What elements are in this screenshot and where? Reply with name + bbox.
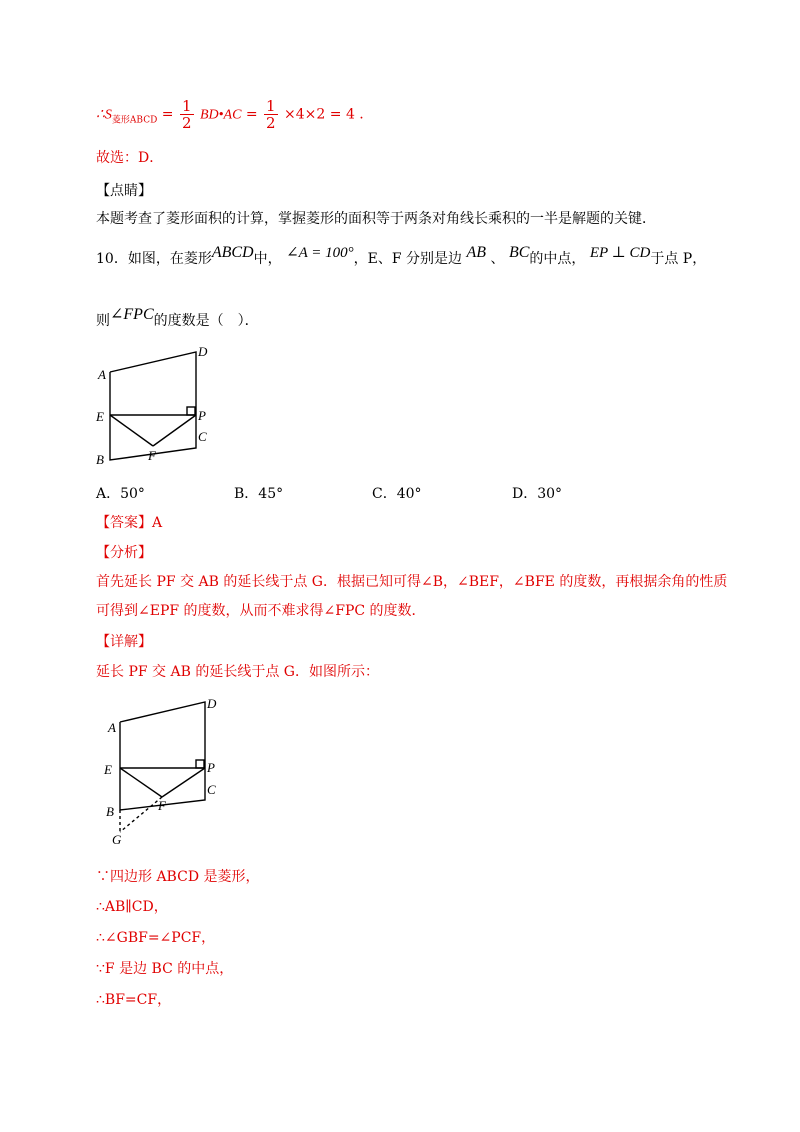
angle-a-math: ∠A = 100° — [286, 245, 354, 261]
formula-result: ×4×2 = 4 . — [284, 106, 364, 123]
area-formula — [96, 98, 364, 131]
label2-f: F — [158, 798, 166, 813]
segment-fp-2 — [162, 768, 205, 797]
label-e: E — [96, 409, 104, 424]
rhombus-outline — [110, 352, 196, 460]
equals-sign-2: = — [245, 106, 258, 123]
equals-sign: = — [161, 106, 174, 123]
option-b[interactable]: B．45° — [234, 486, 284, 502]
step-4: ∵F 是边 BC 的中点， — [96, 961, 234, 977]
label-p: P — [198, 408, 206, 423]
fraction-half-1: $\frac{1}{2}$ — [181, 97, 192, 132]
label-c: C — [198, 429, 207, 444]
segment-ef — [110, 415, 153, 446]
bc-math: BC — [508, 244, 530, 261]
label2-a: A — [108, 720, 116, 735]
answer-heading: 【答案】A — [96, 515, 163, 531]
right-angle-mark-2 — [196, 760, 204, 768]
analysis-heading: 【分析】 — [96, 545, 152, 561]
analysis-line-1: 首先延长 PF 交 AB 的延长线于点 G．根据已知可得∠B，∠BEF，∠BFE 的度数，再根据余角的性质 — [96, 574, 728, 590]
step-2: ∴AB∥CD， — [96, 899, 168, 915]
right-angle-mark — [187, 407, 195, 415]
ep-perp-cd-math: EP ⊥ CD — [589, 245, 651, 261]
abcd-math: ABCD — [211, 244, 254, 261]
step-1: ∵四边形 ABCD 是菱形， — [96, 869, 260, 885]
label2-g: G — [112, 832, 122, 847]
analysis-line-2: 可得到∠EPF 的度数，从而不难求得∠FPC 的度数． — [96, 603, 426, 619]
option-a[interactable]: A．50° — [96, 486, 145, 502]
label-b: B — [96, 452, 104, 467]
rhombus-figure-2 — [100, 692, 240, 852]
question-10-line-2: 则∠FPC的度数是（ ）． — [96, 306, 259, 329]
label2-b: B — [106, 804, 114, 819]
fpc-math: ∠FPC — [110, 306, 154, 323]
fraction-half-2: $\frac{1}{2}$ — [266, 97, 276, 132]
ab-math: AB — [466, 244, 487, 261]
step-3: ∴∠GBF=∠PCF， — [96, 930, 216, 946]
rhombus-figure-1 — [90, 340, 220, 470]
label-d: D — [198, 344, 208, 359]
option-d[interactable]: D．30° — [512, 486, 563, 502]
segment-ef-2 — [120, 768, 162, 797]
option-c[interactable]: C．40° — [372, 486, 422, 502]
therefore-s: ∴S — [96, 107, 112, 123]
label-a: A — [98, 367, 106, 382]
step-5: ∴BF=CF， — [96, 992, 172, 1008]
label2-c: C — [207, 782, 216, 797]
segment-fp — [153, 415, 196, 446]
previous-answer: 故选：D． — [96, 150, 164, 166]
formula-subscript: 菱形ABCD — [111, 115, 158, 126]
rhombus-outline-2 — [120, 702, 205, 810]
label2-e: E — [104, 762, 112, 777]
bd-ac-product: BD•AC — [199, 107, 242, 123]
extension-fg — [120, 797, 162, 832]
label2-p: P — [207, 760, 215, 775]
label2-d: D — [207, 696, 217, 711]
detail-line-1: 延长 PF 交 AB 的延长线于点 G．如图所示： — [96, 664, 379, 680]
comment-heading: 【点睛】 — [96, 183, 152, 199]
comment-text: 本题考查了菱形面积的计算，掌握菱形的面积等于两条对角线长乘积的一半是解题的关键． — [96, 211, 656, 227]
detail-heading: 【详解】 — [96, 634, 152, 650]
label-f: F — [148, 448, 156, 463]
question-10-line-1: 10．如图，在菱形ABCD中， ∠A = 100°，E、F 分别是边 AB 、 BC的中点， EP ⊥ CD于点 P， — [96, 244, 707, 267]
